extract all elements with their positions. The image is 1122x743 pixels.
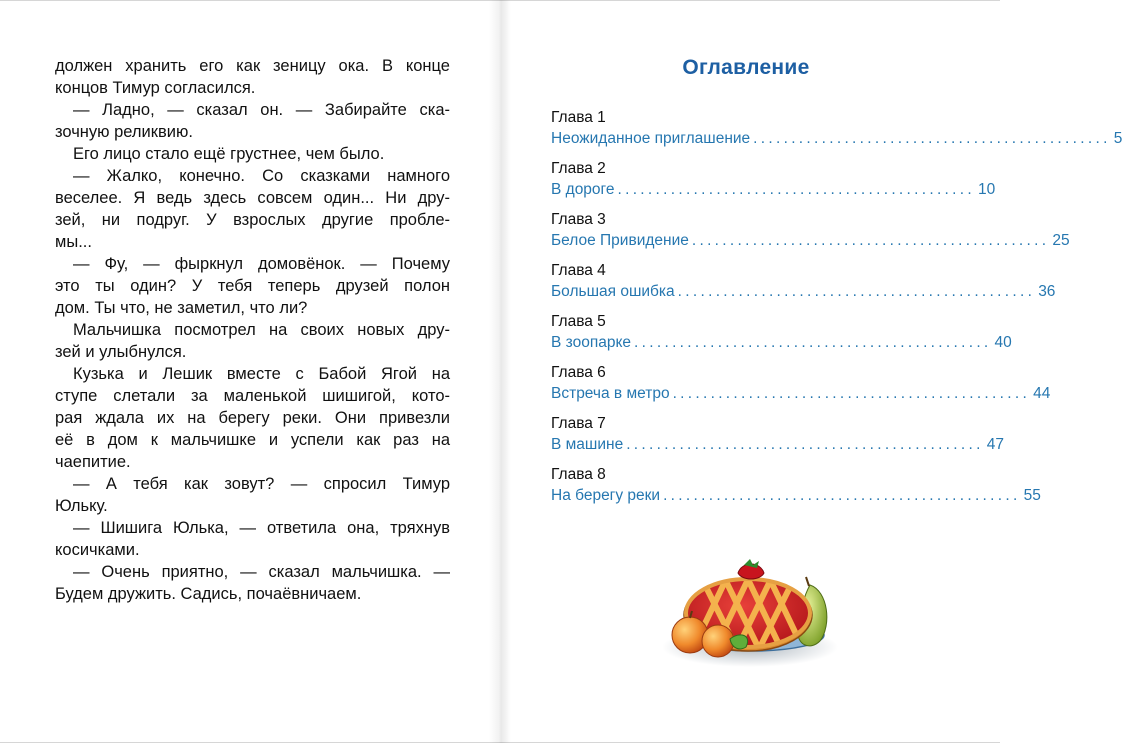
chapter-title: В машине [551,436,624,453]
chapter-label: Глава 7 [551,415,606,432]
chapter-title: Неожиданное приглашение [551,130,751,147]
dot-leader: ............................................... [672,385,1031,402]
chapter-page-number: 5 [1113,130,1122,147]
chapter-title: В дороге [551,181,615,198]
chapter-title: Встреча в метро [551,385,670,402]
dot-leader: ............................................... [691,232,1050,249]
story-line: Мальчишка посмотрел на своих новых дру- [73,321,450,339]
story-line: косичками. [55,541,140,559]
chapter-link[interactable] [551,179,996,201]
story-line: ступе слетали за маленькой шишигой, кото- [55,387,450,405]
story-line: её в дом к мальчишке и успели как раз на [55,431,450,449]
story-line: Его лицо стало ещё грустнее, чем было. [73,145,385,163]
story-line: — А тебя как зовут? — спросил Тимур [73,475,450,493]
chapter-title: Белое Привидение [551,232,689,249]
chapter-title: В зоопарке [551,334,632,351]
chapter-page-number: 10 [978,181,996,198]
chapter-label: Глава 1 [551,109,606,126]
dot-leader: ............................................... [617,181,975,198]
story-line: — Жалко, конечно. Со сказками намного [73,167,450,185]
story-line: Будем дружить. Садись, почаёвничаем. [55,585,362,603]
chapter-link[interactable] [551,128,1122,150]
story-line: чаепитие. [55,453,131,471]
chapter-link[interactable] [551,434,1004,456]
chapter-label: Глава 6 [551,364,606,381]
story-line: должен хранить его как зеницу ока. В конце [55,57,450,75]
dot-leader: ............................................... [626,436,984,453]
chapter-label: Глава 3 [551,211,606,228]
chapter-page-number: 44 [1033,385,1051,402]
story-line: веселее. Я ведь здесь совсем один... Ни дру- [55,189,450,207]
story-line: рая ждала их на берегу реки. Они привезли [55,409,450,427]
chapter-page-number: 40 [994,334,1012,351]
story-line: зей, ни подруг. У взрослых другие пробле- [55,211,450,229]
toc-entry-8[interactable] [551,465,1041,509]
chapter-page-number: 47 [986,436,1004,453]
chapter-label: Глава 8 [551,466,606,483]
toc-entry-7[interactable] [551,414,1004,458]
chapter-link[interactable] [551,383,1051,405]
chapter-page-number: 36 [1038,283,1056,300]
story-line: — Шишига Юлька, — ответила она, тряхнув [73,519,450,537]
toc-entry-4[interactable] [551,261,1056,305]
story-line: — Ладно, — сказал он. — Забирайте ска- [73,101,450,119]
chapter-label: Глава 5 [551,313,606,330]
book-gutter [489,0,511,743]
toc-entry-6[interactable] [551,363,1051,407]
story-line: это ты один? У тебя теперь друзей полон [55,277,450,295]
story-line: мы... [55,233,92,251]
toc-entry-5[interactable] [551,312,1012,356]
toc-title: Оглавление [682,56,810,79]
dot-leader: ............................................... [634,334,992,351]
chapter-page-number: 55 [1023,487,1041,504]
chapter-title: На берегу реки [551,487,661,504]
story-line: зочную реликвию. [55,123,193,141]
toc-entry-3[interactable] [551,210,1070,254]
story-line: — Фу, — фыркнул домовёнок. — Почему [73,255,450,273]
dot-leader: ............................................... [677,283,1036,300]
story-line: Юльку. [55,497,108,515]
chapter-link[interactable] [551,230,1070,252]
story-line: Кузька и Лешик вместе с Бабой Ягой на [73,365,450,383]
dot-leader: ............................................... [753,130,1111,147]
story-line: — Очень приятно, — сказал мальчишка. — [73,563,450,581]
chapter-link[interactable] [551,281,1056,303]
pie-with-fruit-icon [660,555,840,670]
chapter-label: Глава 4 [551,262,606,279]
toc-entry-2[interactable] [551,159,996,203]
chapter-link[interactable] [551,485,1041,507]
toc-entry-1[interactable] [551,108,1122,152]
dot-leader: ............................................... [663,487,1021,504]
chapter-page-number: 25 [1052,232,1070,249]
story-line: концов Тимур согласился. [55,79,256,97]
chapter-title: Большая ошибка [551,283,675,300]
story-line: дом. Ты что, не заметил, что ли? [55,299,308,317]
chapter-label: Глава 2 [551,160,606,177]
chapter-link[interactable] [551,332,1012,354]
story-line: зей и улыбнулся. [55,343,187,361]
